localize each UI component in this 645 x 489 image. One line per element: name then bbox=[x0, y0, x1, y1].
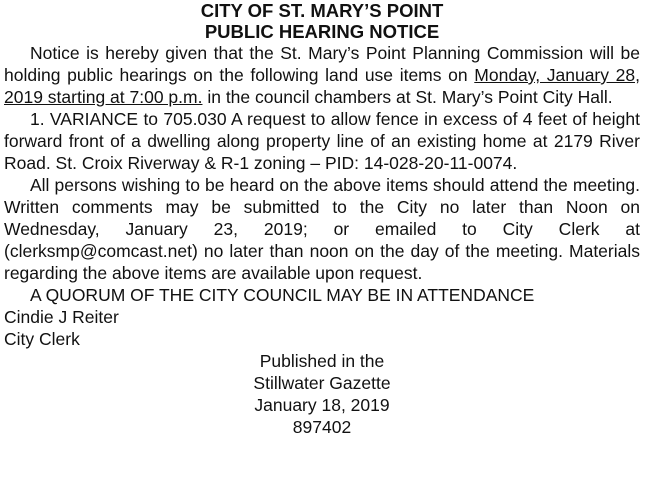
publication-id: 897402 bbox=[292, 417, 352, 437]
intro-text-before: Notice is hereby given that the St. Mary’s Point Planning Commission will be holding public hearings on the following land use items on bbox=[4, 43, 640, 85]
attendance-paragraph: All persons wishing to be heard on the above items should attend the meeting. Written comments may be submitted to the City no later than Noon on Wednesday, January 23, 2019; or emailed to City Clerk at (clerksmp@comcast.net) no later than noon on the day of the meeting. Materials regarding the above items are available upon request. bbox=[4, 175, 640, 283]
intro-text-after: in the council chambers at St. Mary’s Point City Hall. bbox=[202, 87, 613, 107]
publication-date: January 18, 2019 bbox=[254, 395, 390, 415]
notice-title-hearing: PUBLIC HEARING NOTICE bbox=[204, 21, 440, 42]
variance-item-paragraph: 1. VARIANCE to 705.030 A request to allow fence in excess of 4 feet of height forward front of a dwelling along property line of an existing home at 2179 River Road. St. Croix Riverway & R-1 zoning – PID: 14-028-20-11-0074. bbox=[4, 109, 640, 173]
clerk-title: City Clerk bbox=[4, 329, 80, 349]
hearing-date-underlined: Monday, January 28, 2019 starting at 7:00 p.m. bbox=[4, 65, 640, 107]
published-in-label: Published in the bbox=[259, 351, 385, 371]
quorum-statement: A QUORUM OF THE CITY COUNCIL MAY BE IN ATTENDANCE bbox=[30, 285, 535, 305]
clerk-name: Cindie J Reiter bbox=[4, 307, 119, 327]
notice-title-city: CITY OF ST. MARY’S POINT bbox=[200, 0, 444, 21]
intro-paragraph bbox=[4, 42, 640, 108]
publication-info bbox=[4, 350, 640, 438]
publication-name: Stillwater Gazette bbox=[253, 373, 391, 393]
